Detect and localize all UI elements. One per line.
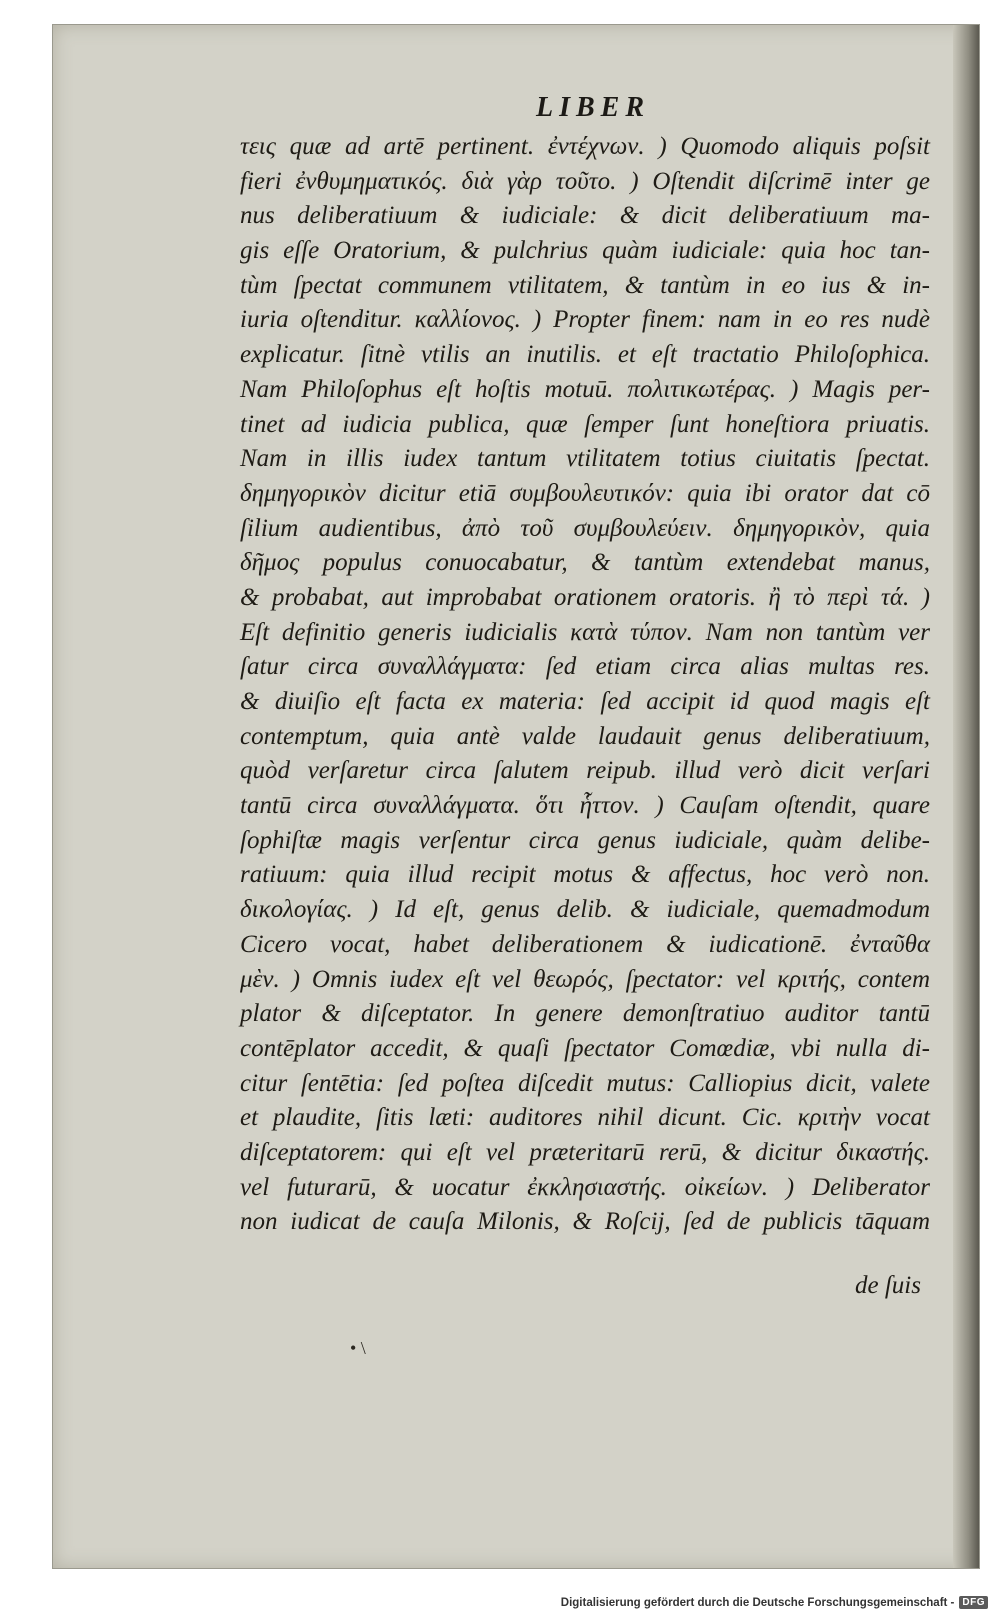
text-line: μὲν. ) Omnis iudex eſt vel θεωρός, ſpectator: vel κριτής, contem <box>240 965 930 993</box>
text-line: vel futurarū, & uocatur ἐκκλησιαστής. οἰκείων. ) Deliberator <box>240 1173 930 1201</box>
text-line: ſophiſtæ magis verſentur circa genus iudiciale, quàm delibe- <box>240 826 930 854</box>
text-line: citur ſentētia: ſed poſtea diſcedit mutus: Calliopius dicit, valete <box>240 1069 930 1097</box>
text-line: τεις quæ ad artē pertinent. ἐντέχνων. ) Quomodo aliquis poſsit <box>240 133 930 160</box>
text-line: & diuiſio eſt facta ex materia: ſed accipit id quod magis eſt <box>240 688 930 715</box>
text-line: tùm ſpectat communem vtilitatem, & tantùm in eo ius & in- <box>240 271 930 299</box>
dfg-logo-icon: DFG <box>959 1596 988 1609</box>
text-line: Nam Philoſophus eſt hoſtis motuū. πολιτικωτέρας. ) Magis per- <box>240 375 930 403</box>
text-line: iuria oſtenditur. καλλίονος. ) Propter finem: nam in eo res nudè <box>240 306 930 334</box>
text-line: fieri ἐνθυμηματικός. διὰ γὰρ τοῦτο. ) Oſtendit diſcrimē inter ge <box>240 167 930 195</box>
text-line: Eſt definitio generis iudicialis κατὰ τύπον. Nam non tantùm ver <box>240 618 930 646</box>
text-line: et plaudite, ſitis læti: auditores nihil dicunt. Cic. κριτὴν vocat <box>240 1104 930 1132</box>
text-line: contemptum, quia antè valde laudauit genus deliberatiuum, <box>240 722 930 750</box>
text-line: δῆμος populus conuocabatur, & tantùm extendebat manus, <box>240 549 930 577</box>
text-line: δημηγορικὸν dicitur etiā συμβουλευτικόν: quia ibi orator dat cō <box>240 479 930 507</box>
text-line: Nam in illis iudex tantum vtilitatem totius ciuitatis ſpectat. <box>240 445 930 473</box>
text-line: gis eſſe Oratorium, & pulchrius quàm iudiciale: quia hoc tan- <box>240 237 930 265</box>
text-line: tinet ad iudicia publica, quæ ſemper ſunt honeſtiora priuatis. <box>240 410 930 438</box>
text-line: explicatur. ſitnè vtilis an inutilis. et eſt tractatio Philoſophica. <box>240 341 930 369</box>
text-line: tantū circa συναλλάγματα. ὅτι ἧττον. ) Cauſam oſtendit, quare <box>240 792 930 820</box>
body-text <box>240 130 930 1240</box>
page-fore-edge <box>953 25 979 1568</box>
text-line: & probabat, aut improbabat orationem oratoris. ἢ τὸ περὶ τά. ) <box>240 583 930 611</box>
text-line: non iudicat de cauſa Milonis, & Roſcij, ſed de publicis tāquam <box>240 1208 930 1236</box>
text-line: diſceptatorem: qui eſt vel præteritarū rerū, & dicitur δικαστής. <box>240 1138 930 1166</box>
text-line: ſatur circa συναλλάγματα: ſed etiam circa alias multas res. <box>240 653 930 681</box>
text-line: ſilium audientibus, ἀπὸ τοῦ συμβουλεύειν. δημηγορικὸν, quia <box>240 514 930 542</box>
text-line: plator & diſceptator. In genere demonſtratiuo auditor tantū <box>240 1000 930 1028</box>
text-line: contēplator accedit, & quaſi ſpectator Comœdiæ, vbi nulla di- <box>240 1034 930 1062</box>
text-line: Cicero vocat, habet deliberationem & iudicationē. ἐνταῦθα <box>240 930 930 958</box>
text-line: ratiuum: quia illud recipit motus & affectus, hoc verò non. <box>240 861 930 889</box>
funding-credit: Digitalisierung gefördert durch die Deutsche Forschungsgemeinschaft - <box>560 1596 955 1609</box>
text-line: nus deliberatiuum & iudiciale: & dicit deliberatiuum ma- <box>240 202 930 230</box>
digitization-footer <box>561 1596 988 1609</box>
text-line: δικολογίας. ) Id eſt, genus delib. & iudiciale, quemadmodum <box>240 896 930 924</box>
catchword: de ſuis <box>855 1272 921 1299</box>
ink-blot: • \ <box>350 1338 366 1358</box>
running-head: LIBER <box>536 92 651 123</box>
text-line: quòd verſaretur circa ſalutem reipub. illud verò dicit verſari <box>240 757 930 785</box>
